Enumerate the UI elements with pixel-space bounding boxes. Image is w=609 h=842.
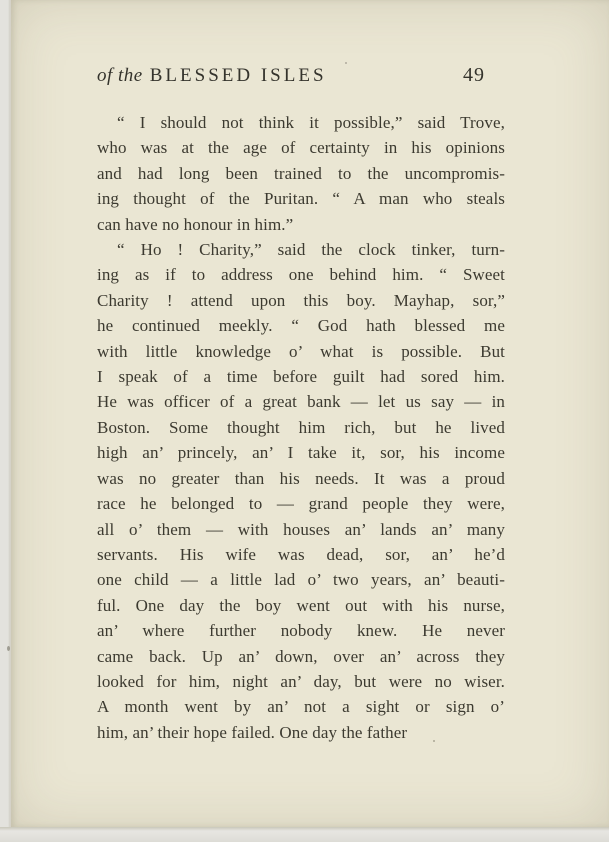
text-line: can have no honour in him.” (97, 214, 294, 234)
text-line: Charity ! attend upon this boy. Mayhap, sor,” (97, 290, 505, 310)
running-title-prefix: of the (97, 65, 143, 86)
text-line: one child — a little lad o’ two years, an’ beauti- (97, 570, 505, 590)
text-line: servants. His wife was dead, sor, an’ he’d (97, 544, 505, 564)
scan-speck (345, 62, 347, 64)
page-header (97, 64, 505, 87)
text-line: came back. Up an’ down, over an’ across they (97, 646, 505, 666)
running-title (97, 65, 327, 87)
book-page (11, 0, 609, 827)
text-line: him, an’ their hope failed. One day the father (97, 722, 408, 742)
text-line: all o’ them — with houses an’ lands an’ many (97, 519, 505, 539)
scan-speck (7, 646, 10, 651)
text-line: looked for him, night an’ day, but were no wiser. (97, 671, 505, 691)
text-line: race he belonged to — grand people they were, (97, 494, 505, 514)
text-line: and had long been trained to the uncompromis- (97, 163, 505, 183)
text-line: Boston. Some thought him rich, but he lived (97, 417, 505, 437)
text-line: high an’ princely, an’ I take it, sor, his income (97, 443, 505, 463)
scan-bottom-edge (0, 827, 609, 842)
text-line: ing thought of the Puritan. “ A man who steals (97, 189, 505, 209)
text-line: “ I should not think it possible,” said Trove, (117, 113, 505, 132)
text-line: was no greater than his needs. It was a proud (97, 468, 505, 488)
text-line: who was at the age of certainty in his opinions (97, 138, 505, 158)
paragraph (97, 237, 505, 745)
text-line: ing as if to address one behind him. “ Sweet (97, 265, 505, 285)
text-line: an’ where further nobody knew. He never (97, 621, 505, 641)
text-line: He was officer of a great bank — let us say — in (97, 392, 505, 412)
text-line: I speak of a time before guilt had sored him. (97, 367, 505, 387)
text-line: with little knowledge o’ what is possible. But (97, 341, 505, 361)
text-line: ful. One day the boy went out with his nurse, (97, 595, 505, 615)
paragraph (97, 110, 505, 237)
text-line: A month went by an’ not a sight or sign o’ (97, 697, 505, 717)
text-line: “ Ho ! Charity,” said the clock tinker, turn- (117, 240, 505, 260)
page-number: 49 (463, 64, 485, 86)
running-title-main: BLESSED ISLES (149, 65, 327, 86)
text-block (97, 110, 505, 745)
scan-speck (433, 740, 435, 742)
text-line: he continued meekly. “ God hath blessed me (97, 316, 505, 336)
